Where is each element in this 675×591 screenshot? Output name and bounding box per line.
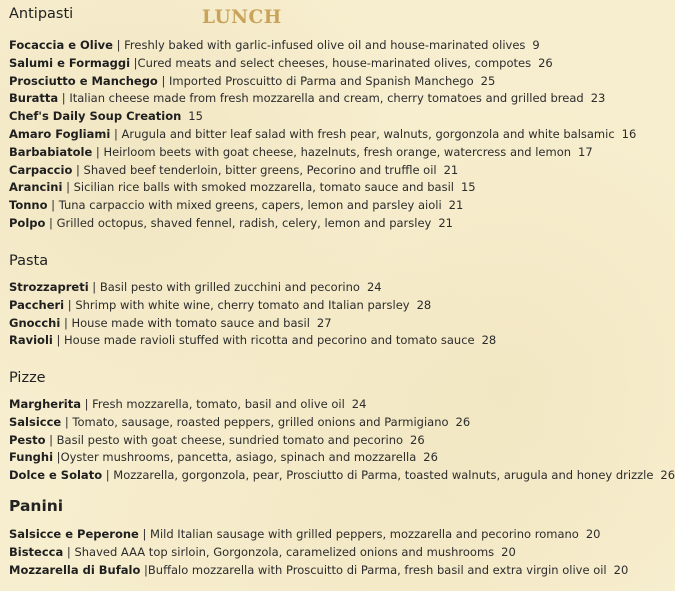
item-description: Oyster mushrooms, pancetta, asiago, spinach and mozzarella: [60, 450, 417, 465]
menu-item: [9, 197, 636, 215]
item-price: 15: [188, 109, 203, 124]
menu-item: [9, 544, 628, 562]
item-price: 17: [578, 144, 593, 159]
item-name: Margherita: [9, 397, 81, 411]
item-name: Arancini: [9, 180, 63, 195]
item-name: Salsicce: [9, 414, 62, 429]
menu-item: [9, 279, 496, 297]
item-price: 16: [621, 126, 637, 141]
section-antipasti: [9, 4, 636, 233]
item-name: Strozzapreti: [9, 280, 89, 294]
item-price: 25: [480, 73, 496, 88]
item-description: Grilled octopus, shaved fennel, radish, celery, lemon and parsley: [56, 215, 432, 230]
item-description: Imported Proscuitto di Parma and Spanish Manchego: [169, 73, 474, 88]
item-description: Freshly baked with garlic-infused olive oil and house-marinated olives: [124, 38, 526, 52]
item-price: 26: [410, 432, 425, 447]
menu-items: [9, 279, 496, 350]
item-separator: |: [45, 432, 57, 447]
menu-item: [9, 37, 636, 55]
item-price: 28: [416, 297, 432, 312]
item-price: 26: [423, 450, 438, 465]
menu-item: [9, 414, 675, 432]
item-separator: |: [52, 333, 65, 348]
item-name: Focaccia e Olive: [9, 38, 113, 52]
menu-item: [9, 179, 636, 197]
menu-item: [9, 215, 636, 233]
item-separator: |: [157, 73, 170, 88]
item-description: Italian cheese made from fresh mozzarella and cream, cherry tomatoes and grilled bread: [69, 91, 584, 106]
menu-item: [9, 332, 496, 350]
item-description: Shaved beef tenderloin, bitter greens, Pecorino and truffle oil: [83, 162, 437, 177]
section-title: Pizze: [9, 370, 46, 386]
item-separator: |: [47, 198, 59, 213]
item-price: 28: [481, 333, 497, 348]
section-pasta: [9, 251, 496, 350]
menu-item: [9, 90, 636, 108]
item-price: 20: [613, 562, 629, 577]
item-price: 24: [366, 280, 382, 294]
item-price: 21: [448, 198, 464, 213]
menu-item: [9, 73, 636, 91]
menu-items: [9, 526, 628, 579]
section-panini: [9, 495, 628, 579]
section-pizze: [9, 368, 675, 485]
menu-items: [9, 396, 675, 485]
menu-item: [9, 297, 496, 315]
item-description: Basil pesto with goat cheese, sundried tomato and pecorino: [56, 432, 404, 447]
item-description: Shaved AAA top sirloin, Gorgonzola, caramelized onions and mushrooms: [74, 544, 495, 559]
item-separator: |: [64, 297, 76, 312]
menu-item: [9, 432, 675, 450]
item-name: Buratta: [9, 91, 59, 106]
item-separator: |: [53, 450, 61, 465]
item-name: Salsicce e Peperone: [9, 527, 139, 541]
menu-item: [9, 108, 636, 126]
item-name: Paccheri: [9, 297, 65, 312]
item-price: 21: [443, 162, 459, 177]
item-separator: |: [138, 527, 151, 541]
item-separator: |: [130, 55, 138, 70]
item-description: Tuna carpaccio with mixed greens, capers, lemon and parsley aioli: [58, 198, 442, 213]
item-name: Polpo: [9, 215, 46, 230]
section-title: Antipasti: [9, 6, 74, 22]
section-title: Pasta: [9, 253, 49, 269]
menu-item: [9, 526, 628, 544]
item-name: Salumi e Formaggi: [9, 55, 131, 70]
item-separator: |: [45, 215, 57, 230]
item-description: Heirloom beets with goat cheese, hazelnuts, fresh orange, watercress and lemon: [103, 144, 572, 159]
lunch-badge: LUNCH: [202, 7, 282, 28]
item-name: Amaro Fogliami: [9, 126, 111, 141]
item-price: 26: [538, 55, 553, 70]
section-title: Panini: [9, 497, 64, 515]
menu-item: [9, 449, 675, 467]
item-price: 26: [660, 468, 675, 483]
item-name: Prosciutto e Manchego: [9, 73, 158, 88]
item-price: 9: [532, 38, 540, 52]
item-name: Tonno: [9, 198, 48, 213]
item-separator: |: [102, 468, 114, 483]
item-name: Dolce e Solato: [9, 468, 103, 483]
item-separator: |: [62, 180, 74, 195]
item-separator: |: [63, 544, 75, 559]
item-separator: |: [58, 91, 70, 106]
item-description: Basil pesto with grilled zucchini and pecorino: [99, 280, 360, 294]
item-description: Buffalo mozzarella with Proscuitto di Parma, fresh basil and extra virgin olive oil: [147, 562, 607, 577]
item-description: Mild Italian sausage with grilled peppers, mozzarella and pecorino romano: [150, 527, 579, 541]
item-separator: |: [88, 280, 100, 294]
item-price: 24: [351, 397, 367, 411]
item-name: Pesto: [9, 432, 46, 447]
item-separator: |: [112, 38, 125, 52]
item-description: Arugula and bitter leaf salad with fresh pear, walnuts, gorgonzola and white balsamic: [121, 126, 615, 141]
item-description: Fresh mozzarella, tomato, basil and olive oil: [92, 397, 345, 411]
item-price: 26: [455, 414, 471, 429]
menu-item: [9, 126, 636, 144]
item-name: Barbabiatole: [9, 144, 93, 159]
menu-item: [9, 396, 675, 414]
item-separator: |: [80, 397, 93, 411]
menu-item: [9, 562, 628, 580]
item-name: Ravioli: [9, 333, 53, 348]
item-name: Gnocchi: [9, 315, 61, 330]
item-name: Bistecca: [9, 544, 64, 559]
item-separator: |: [110, 126, 122, 141]
menu-item: [9, 467, 675, 485]
item-price: 23: [590, 91, 606, 106]
menu-item: [9, 315, 496, 333]
item-price: 21: [438, 215, 453, 230]
item-separator: |: [72, 162, 84, 177]
item-separator: |: [140, 562, 148, 577]
item-price: 20: [585, 527, 601, 541]
item-separator: |: [61, 414, 73, 429]
item-description: Cured meats and select cheeses, house-marinated olives, compotes: [137, 55, 532, 70]
item-description: House made ravioli stuffed with ricotta and pecorino and tomato sauce: [64, 333, 475, 348]
menu-item: [9, 144, 636, 162]
item-name: Mozzarella di Bufalo: [9, 562, 141, 577]
item-description: Sicilian rice balls with smoked mozzarella, tomato sauce and basil: [73, 180, 454, 195]
item-description: Mozzarella, gorgonzola, pear, Prosciutto di Parma, toasted walnuts, arugula and honey drizzle: [113, 468, 654, 483]
item-price: 15: [460, 180, 476, 195]
item-description: House made with tomato sauce and basil: [71, 315, 310, 330]
menu-item: [9, 55, 636, 73]
menu-item: [9, 162, 636, 180]
menu-items: [9, 37, 636, 233]
item-name: Chef's Daily Soup Creation: [9, 109, 182, 124]
item-description: Tomato, sausage, roasted peppers, grilled onions and Parmigiano: [72, 414, 449, 429]
item-separator: |: [92, 144, 104, 159]
item-price: 27: [316, 315, 332, 330]
item-name: Carpaccio: [9, 162, 73, 177]
item-description: Shrimp with white wine, cherry tomato and Italian parsley: [75, 297, 410, 312]
item-name: Funghi: [9, 450, 54, 465]
item-price: 20: [501, 544, 516, 559]
item-separator: |: [60, 315, 72, 330]
